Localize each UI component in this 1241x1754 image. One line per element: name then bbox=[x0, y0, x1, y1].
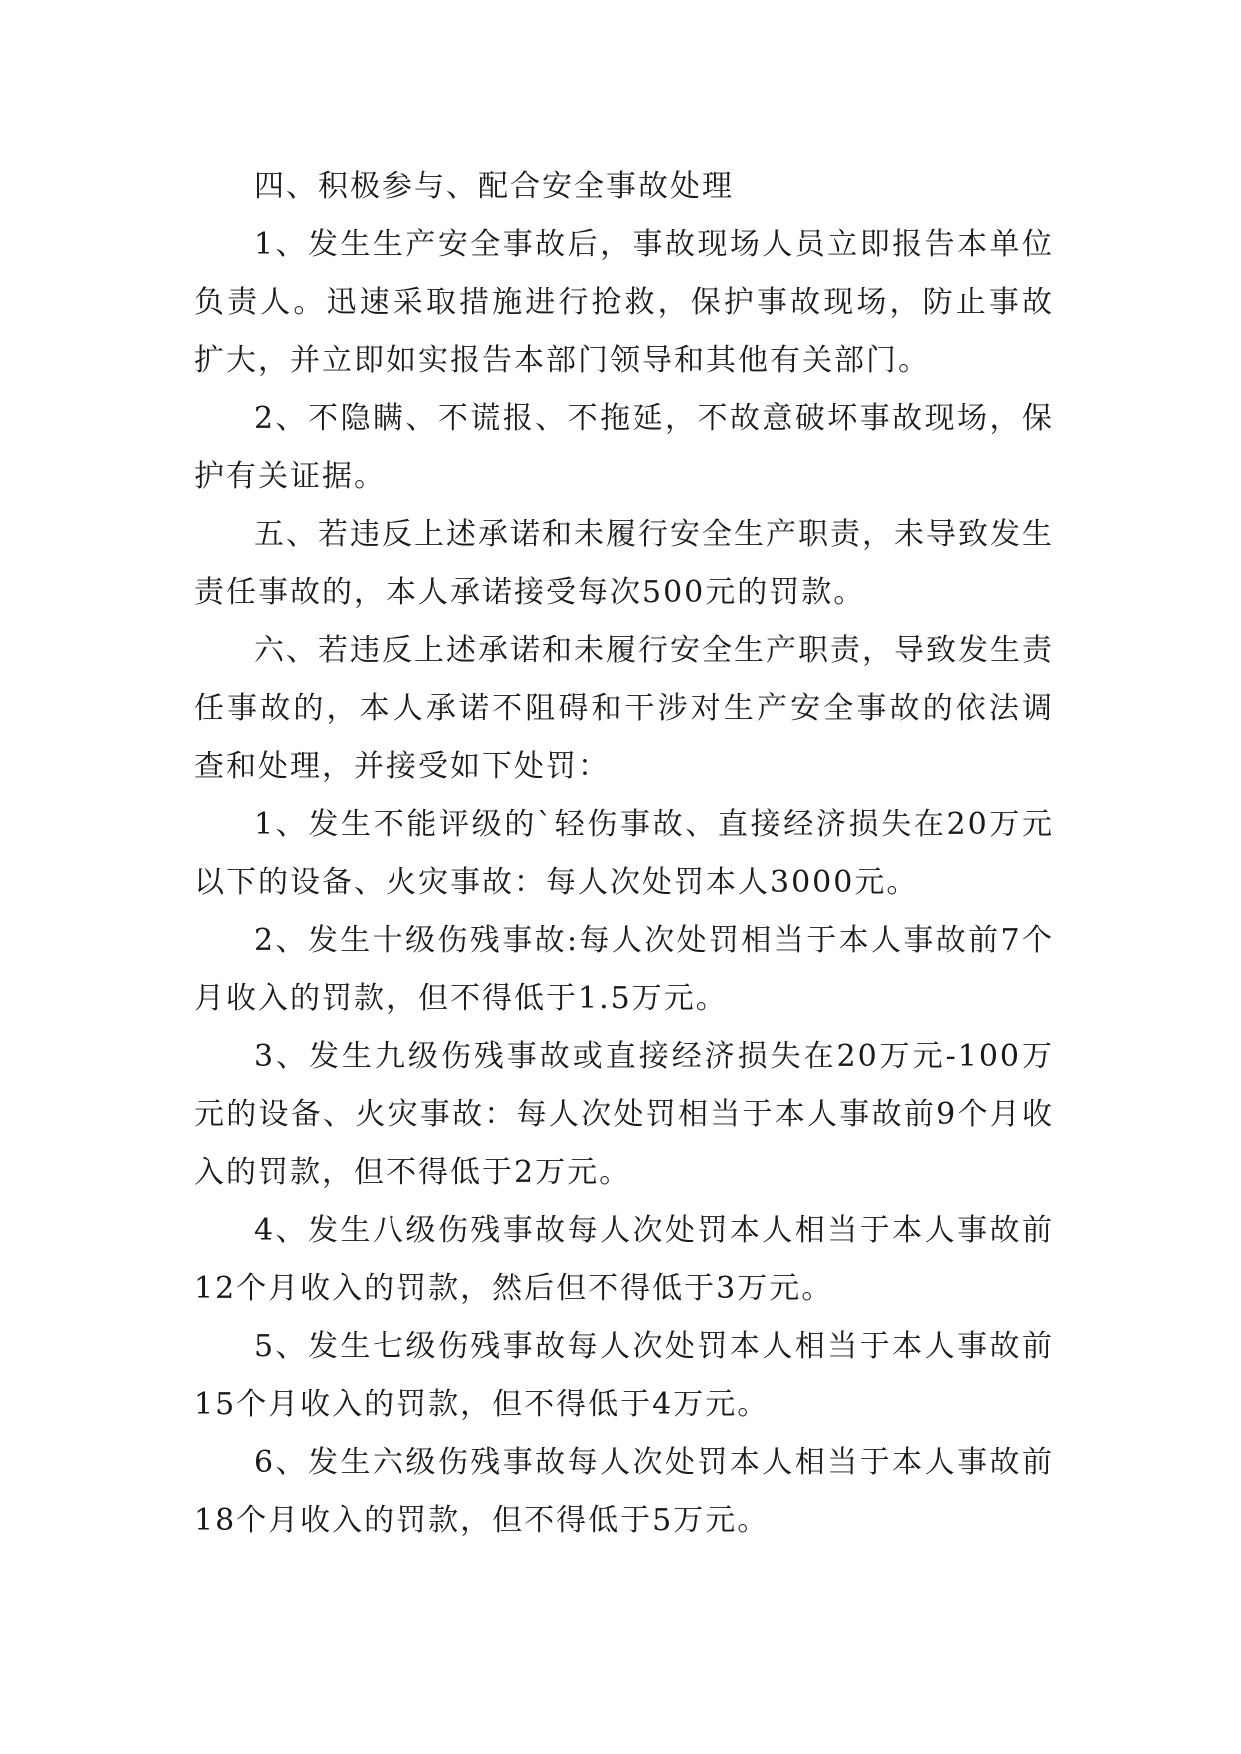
penalty-item: 2、发生十级伤残事故:每人次处罚相当于本人事故前7个月收入的罚款，但不得低于1.5万元。 bbox=[194, 923, 1054, 1016]
paragraph-item: 2、不隐瞒、不谎报、不拖延，不故意破坏事故现场，保护有关证据。 bbox=[194, 401, 1054, 494]
penalty-item: 6、发生六级伤残事故每人次处罚本人相当于本人事故前18个月收入的罚款，但不得低于5万元。 bbox=[194, 1445, 1054, 1538]
penalty-item: 4、发生八级伤残事故每人次处罚本人相当于本人事故前12个月收入的罚款，然后但不得低于3万元。 bbox=[194, 1213, 1054, 1306]
section-paragraph-six: 六、若违反上述承诺和未履行安全生产职责，导致发生责任事故的，本人承诺不阻碍和干涉对生产安全事故的依法调查和处理，并接受如下处罚： bbox=[194, 633, 1054, 784]
penalty-item: 1、发生不能评级的`轻伤事故、直接经济损失在20万元以下的设备、火灾事故：每人次处罚本人3000元。 bbox=[194, 807, 1054, 900]
paragraph-item: 1、发生生产安全事故后，事故现场人员立即报告本单位负责人。迅速采取措施进行抢救，保护事故现场，防止事故扩大，并立即如实报告本部门领导和其他有关部门。 bbox=[194, 227, 1054, 378]
section-paragraph-five: 五、若违反上述承诺和未履行安全生产职责，未导致发生责任事故的，本人承诺接受每次500元的罚款。 bbox=[194, 517, 1054, 610]
penalty-item: 5、发生七级伤残事故每人次处罚本人相当于本人事故前15个月收入的罚款，但不得低于4万元。 bbox=[194, 1329, 1054, 1422]
document-body bbox=[194, 158, 1054, 1550]
penalty-item: 3、发生九级伤残事故或直接经济损失在20万元-100万元的设备、火灾事故：每人次处罚相当于本人事故前9个月收入的罚款，但不得低于2万元。 bbox=[194, 1039, 1054, 1190]
section-heading-four: 四、积极参与、配合安全事故处理 bbox=[254, 169, 734, 204]
